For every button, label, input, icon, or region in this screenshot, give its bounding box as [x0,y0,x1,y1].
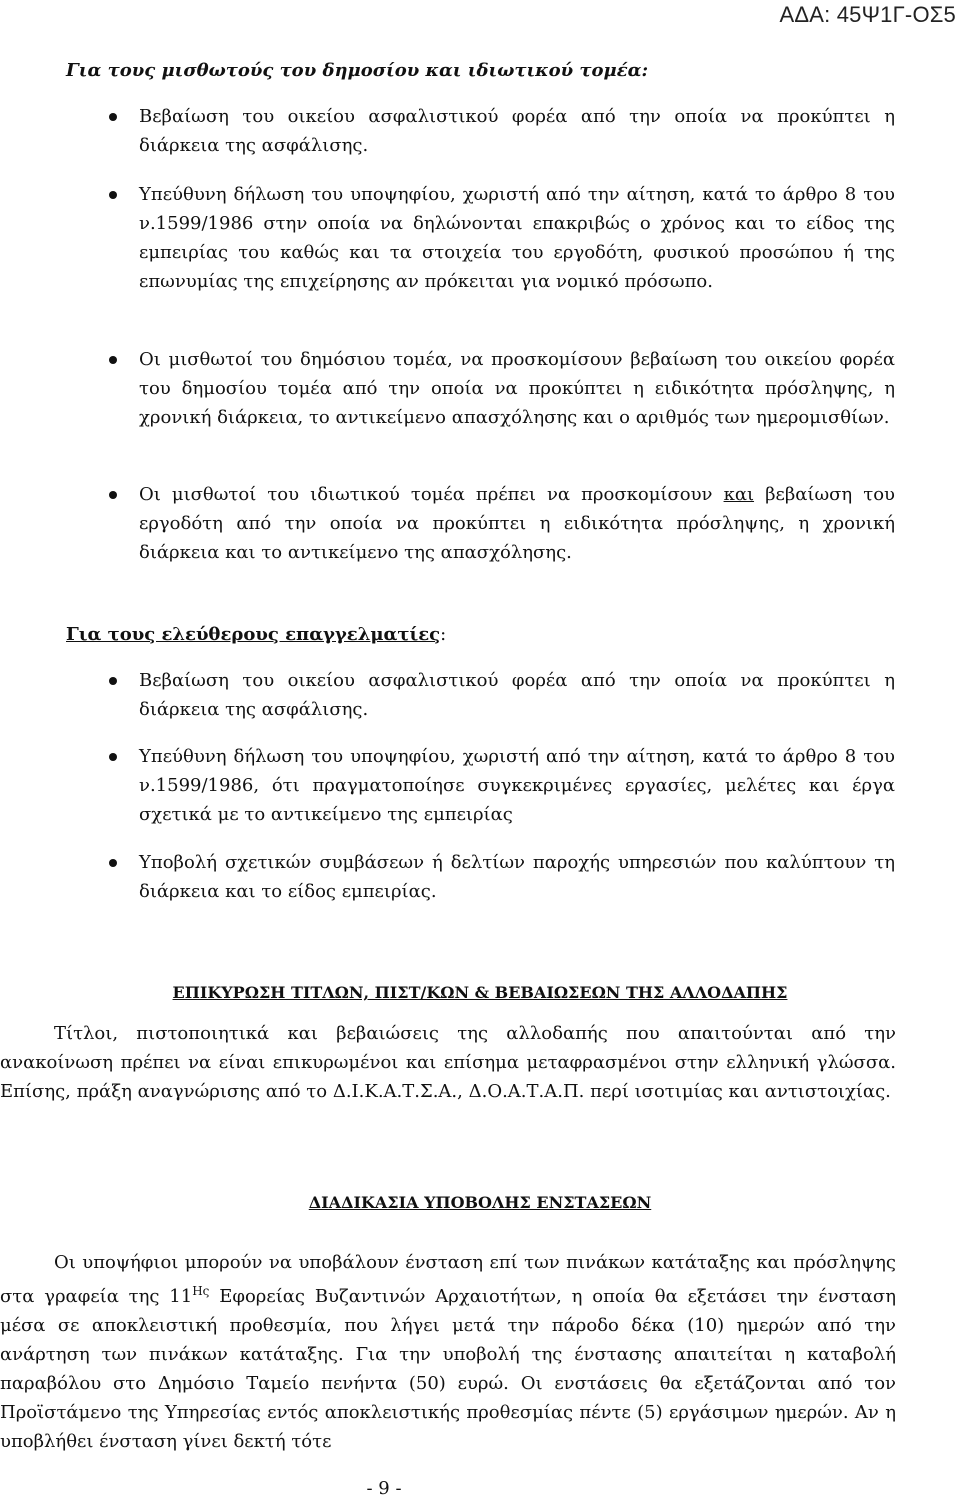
page-number: - 9 - [366,1478,402,1499]
ratification-paragraph [0,1019,896,1106]
list-item: Βεβαίωση του οικείου ασφαλιστικού φορέα από την οποία να προκύπτει η διάρκεια της ασφάλισης. [139,102,895,160]
ratification-title: ΕΠΙΚΥΡΩΣΗ ΤΙΤΛΩΝ, ΠΙΣΤ/ΚΩΝ & ΒΕΒΑΙΩΣΕΩΝ ΤΗΣ ΑΛΛΟΔΑΠΗΣ [172,983,788,1002]
list-item: Υπεύθυνη δήλωση του υποψηφίου, χωριστή από την αίτηση, κατά το άρθρο 8 του ν.1599/1986, ότι πραγματοποίησε συγκεκριμένες εργασίες, μελέτες και έργα σχετικά με το αντικείμενο της εμπειρίας [139,742,895,829]
list-item: Οι μισθωτοί του δημόσιου τομέα, να προσκομίσουν βεβαίωση του οικείου φορέα του δημοσίου τομέα από την οποία να προκύπτει η ειδικότητα πρόσληψης, η χρονική διάρκεια, το αντικείμενο απασχόλησης και ο αριθμός των ημερομισθίων. [139,345,895,432]
objections-text: Εφορείας Βυζαντινών Αρχαιοτήτων, η οποία θα εξετάσει την ένσταση μέσα σε αποκλειστική προθεσμία, που λήγει μετά την πάροδο δέκα (10) ημερών από την ανάρτηση των πινάκων κατάταξης. Για την υποβολή της ένστασης απαιτείται η καταβολή παραβόλου στο Δημόσιο Ταμείο πενήντα (50) ευρώ. Οι ενστάσεις θα εξετάζονται από τον Προϊστάμενο της Υπηρεσίας εντός αποκλειστικής προθεσμίας πέντε (5) εργάσιμων ημερών. Αν η υποβλήθει ένσταση γίνει δεκτή τότε [0,1286,896,1452]
freelancers-heading-text: Για τους ελεύθερους επαγγελματίες [66,624,441,645]
objections-paragraph [0,1248,896,1456]
freelancers-heading [66,624,446,645]
ordinal-superscript: Ης [192,1284,210,1298]
list-item: Βεβαίωση του οικείου ασφαλιστικού φορέα από την οποία να προκύπτει η διάρκεια της ασφάλισης. [139,666,895,724]
list-item-text: Οι μισθωτοί του ιδιωτικού τομέα πρέπει να προσκομίσουν [139,484,724,505]
objections-text: Οι υποψήφιοι μπορούν να υποβάλουν ένσταση επί των πινάκων κατάταξης και πρόσληψης στα γραφεία της 11 [0,1252,896,1307]
list-item-text: βεβαίωση του εργοδότη από την οποία να προκύπτει η ειδικότητα πρόσληψης, η χρονική διάρκεια και το αντικείμενο της απασχόλησης. [139,484,895,563]
objections-body [0,1248,896,1456]
list-item: Υπεύθυνη δήλωση του υποψηφίου, χωριστή από την αίτηση, κατά το άρθρο 8 του ν.1599/1986 στην οποία να δηλώνονται επακριβώς ο χρόνος και το είδος της εμπειρίας του καθώς και τα στοιχεία του εργοδότη, φυσικού προσώπου ή της επωνυμίας της επιχείρησης αν πρόκειται για νομικό πρόσωπο. [139,180,895,296]
employees-heading: Για τους μισθωτούς του δημοσίου και ιδιωτικού τομέα: [66,60,649,81]
ada-code: ΑΔΑ: 45Ψ1Γ-ΟΣ5 [779,2,956,27]
heading-colon: : [440,624,447,645]
list-item: Υποβολή σχετικών συμβάσεων ή δελτίων παροχής υπηρεσιών που καλύπτουν τη διάρκεια και το είδος εμπειρίας. [139,848,895,906]
ratification-body: Τίτλοι, πιστοποιητικά και βεβαιώσεις της αλλοδαπής που απαιτούνται από την ανακοίνωση πρέπει να είναι επικυρωμένοι και επίσημα μεταφρασμένοι στην ελληνική γλώσσα. Επίσης, πράξη αναγνώρισης από το Δ.Ι.Κ.Α.Τ.Σ.Α., Δ.Ο.Α.Τ.Α.Π. περί ισοτιμίας και αντιστοιχίας. [0,1023,896,1102]
list-item [139,480,895,567]
objections-title: ΔΙΑΔΙΚΑΣΙΑ ΥΠΟΒΟΛΗΣ ΕΝΣΤΑΣΕΩΝ [308,1193,652,1212]
underlined-word: και [723,484,755,505]
